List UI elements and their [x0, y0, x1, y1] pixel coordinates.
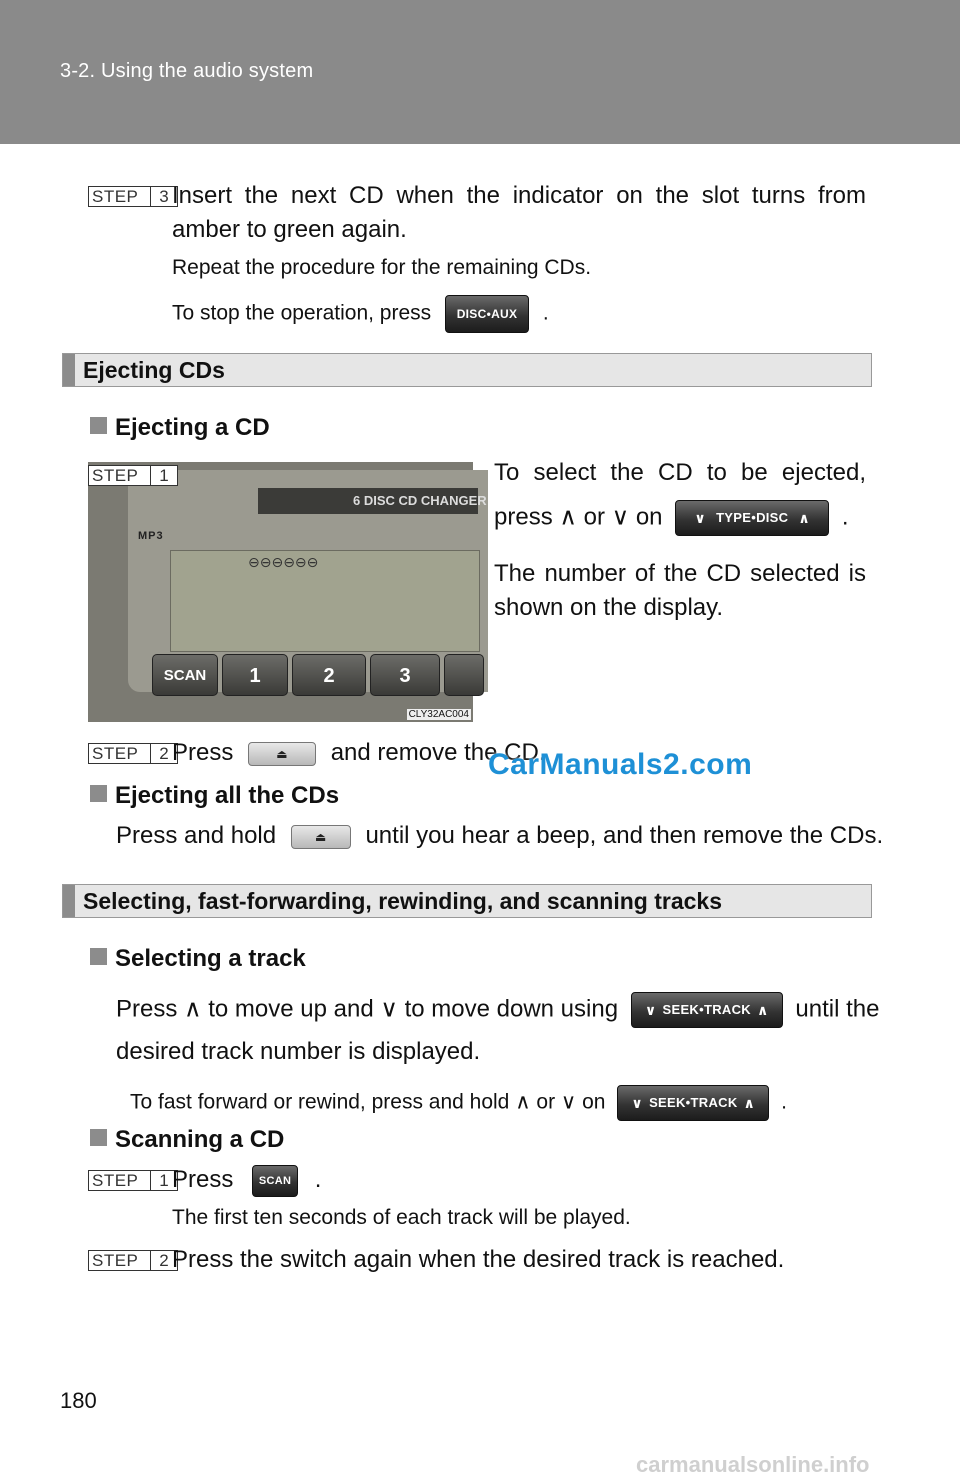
eject-all-text	[116, 819, 883, 853]
intro-note-1: Repeat the procedure for the remaining CDs.	[172, 256, 592, 279]
chevron-down-icon: ∨	[631, 1095, 644, 1111]
step-word: STEP	[89, 1251, 151, 1270]
seek-track-label: SEEK•TRACK	[649, 1095, 738, 1110]
select-cd-text-2-pre: press ∧ or ∨ on	[494, 503, 663, 531]
select-track-post: until the	[795, 995, 880, 1023]
page-number: 180	[60, 1388, 97, 1413]
scan-button[interactable]: SCAN	[252, 1165, 298, 1197]
chevron-down-icon: ∨	[644, 1002, 657, 1018]
preset-key-3[interactable]: 3	[370, 654, 440, 696]
eject-step-2-pre: Press	[172, 739, 234, 766]
step-badge	[88, 1250, 178, 1271]
select-cd-text-1: To select the CD to be ejected,	[494, 459, 866, 486]
subheading-selecting-track	[90, 945, 306, 973]
chevron-down-icon: ∨	[694, 510, 707, 526]
preset-key-1[interactable]: 1	[222, 654, 288, 696]
preset-key-2[interactable]: 2	[292, 654, 366, 696]
eject-all-pre: Press and hold	[116, 822, 277, 849]
preset-key-partial[interactable]	[444, 654, 484, 696]
subheading-text: Ejecting all the CDs	[115, 782, 340, 809]
step-badge	[88, 465, 178, 486]
step-word: STEP	[89, 187, 151, 206]
chevron-up-icon: ∧	[743, 1095, 756, 1111]
scan-step-1-post: .	[314, 1166, 322, 1193]
subheading-text: Selecting a track	[115, 945, 306, 972]
select-track-text-2: desired track number is displayed.	[116, 1038, 481, 1065]
section-header-tracks	[62, 884, 872, 918]
select-cd-text-2	[494, 500, 849, 536]
square-bullet-icon	[90, 1129, 107, 1146]
step-badge	[88, 1170, 178, 1191]
mp3-label: MP3	[138, 530, 164, 542]
select-cd-text-2-post: .	[841, 503, 849, 531]
footer-site: carmanualsonline.info	[636, 1452, 870, 1477]
step-badge	[88, 186, 178, 207]
disc-aux-button[interactable]: DISC•AUX	[445, 295, 529, 333]
step-word: STEP	[89, 744, 151, 763]
select-cd-text-4: shown on the display.	[494, 594, 724, 621]
step-number: 1	[159, 466, 169, 485]
intro-text-line1: Insert the next CD when the indicator on the slot turns from	[172, 182, 866, 209]
step-word: STEP	[89, 466, 151, 485]
chevron-up-icon: ∧	[756, 1002, 769, 1018]
intro-text-line2: amber to green again.	[172, 216, 407, 243]
step-number: 1	[159, 1171, 169, 1190]
fast-forward-post: .	[781, 1090, 787, 1114]
step-number: 2	[159, 1251, 169, 1270]
scan-step-1-pre: Press	[172, 1166, 234, 1193]
eject-icon: ⏏	[276, 746, 288, 761]
type-disc-label: TYPE•DISC	[716, 510, 789, 525]
cd-changer-photo	[88, 462, 487, 722]
chapter-title: 3-2. Using the audio system	[60, 60, 314, 82]
fast-forward-pre: To fast forward or rewind, press and hold ∧ or ∨ on	[130, 1090, 606, 1114]
select-track-pre: Press ∧ to move up and ∨ to move down using	[116, 995, 619, 1023]
intro-note-2-post: .	[542, 301, 549, 325]
disc-indicators: ⊖⊖⊖⊖⊖⊖	[248, 554, 319, 570]
subheading-scanning	[90, 1126, 284, 1154]
subheading-ejecting-a-cd	[90, 414, 270, 442]
watermark: CarManuals2.com	[488, 748, 753, 781]
scan-note: The first ten seconds of each track will be played.	[172, 1206, 631, 1229]
eject-step-2-post: and remove the CD.	[330, 739, 546, 766]
eject-button[interactable]	[291, 825, 351, 849]
step-number: 3	[159, 187, 169, 206]
scan-step-2-text: Press the switch again when the desired track is reached.	[172, 1246, 785, 1273]
eject-button[interactable]	[248, 742, 316, 766]
seek-track-button[interactable]	[617, 1085, 769, 1121]
eject-all-post: until you hear a beep, and then remove the CDs.	[365, 822, 884, 849]
chevron-up-icon: ∧	[798, 510, 810, 526]
section-header-ejecting	[62, 353, 872, 387]
select-cd-text-3: The number of the CD selected is	[494, 560, 866, 587]
type-disc-button[interactable]	[675, 500, 829, 536]
seek-track-button[interactable]	[631, 992, 783, 1028]
subheading-ejecting-all	[90, 782, 339, 810]
subheading-text: Scanning a CD	[115, 1126, 285, 1153]
figure-code: CLY32AC004	[408, 709, 469, 720]
square-bullet-icon	[90, 417, 107, 434]
subheading-text: Ejecting a CD	[115, 414, 270, 441]
square-bullet-icon	[90, 785, 107, 802]
section-title: Selecting, fast-forwarding, rewinding, and scanning tracks	[83, 888, 723, 914]
fast-forward-note	[130, 1085, 787, 1121]
panel-label: 6 DISC CD CHANGER	[258, 488, 478, 514]
scan-step-1-text	[172, 1163, 321, 1197]
scan-key[interactable]: SCAN	[152, 654, 218, 696]
step-badge	[88, 743, 178, 764]
square-bullet-icon	[90, 948, 107, 965]
select-track-text-1	[116, 992, 879, 1028]
section-title: Ejecting CDs	[83, 357, 225, 383]
intro-note-2-pre: To stop the operation, press	[172, 301, 432, 325]
intro-note-2	[172, 295, 549, 333]
step-word: STEP	[89, 1171, 151, 1190]
seek-track-label: SEEK•TRACK	[662, 1002, 751, 1017]
eject-icon: ⏏	[314, 829, 327, 844]
step-number: 2	[159, 744, 169, 763]
lcd-display	[170, 550, 480, 652]
